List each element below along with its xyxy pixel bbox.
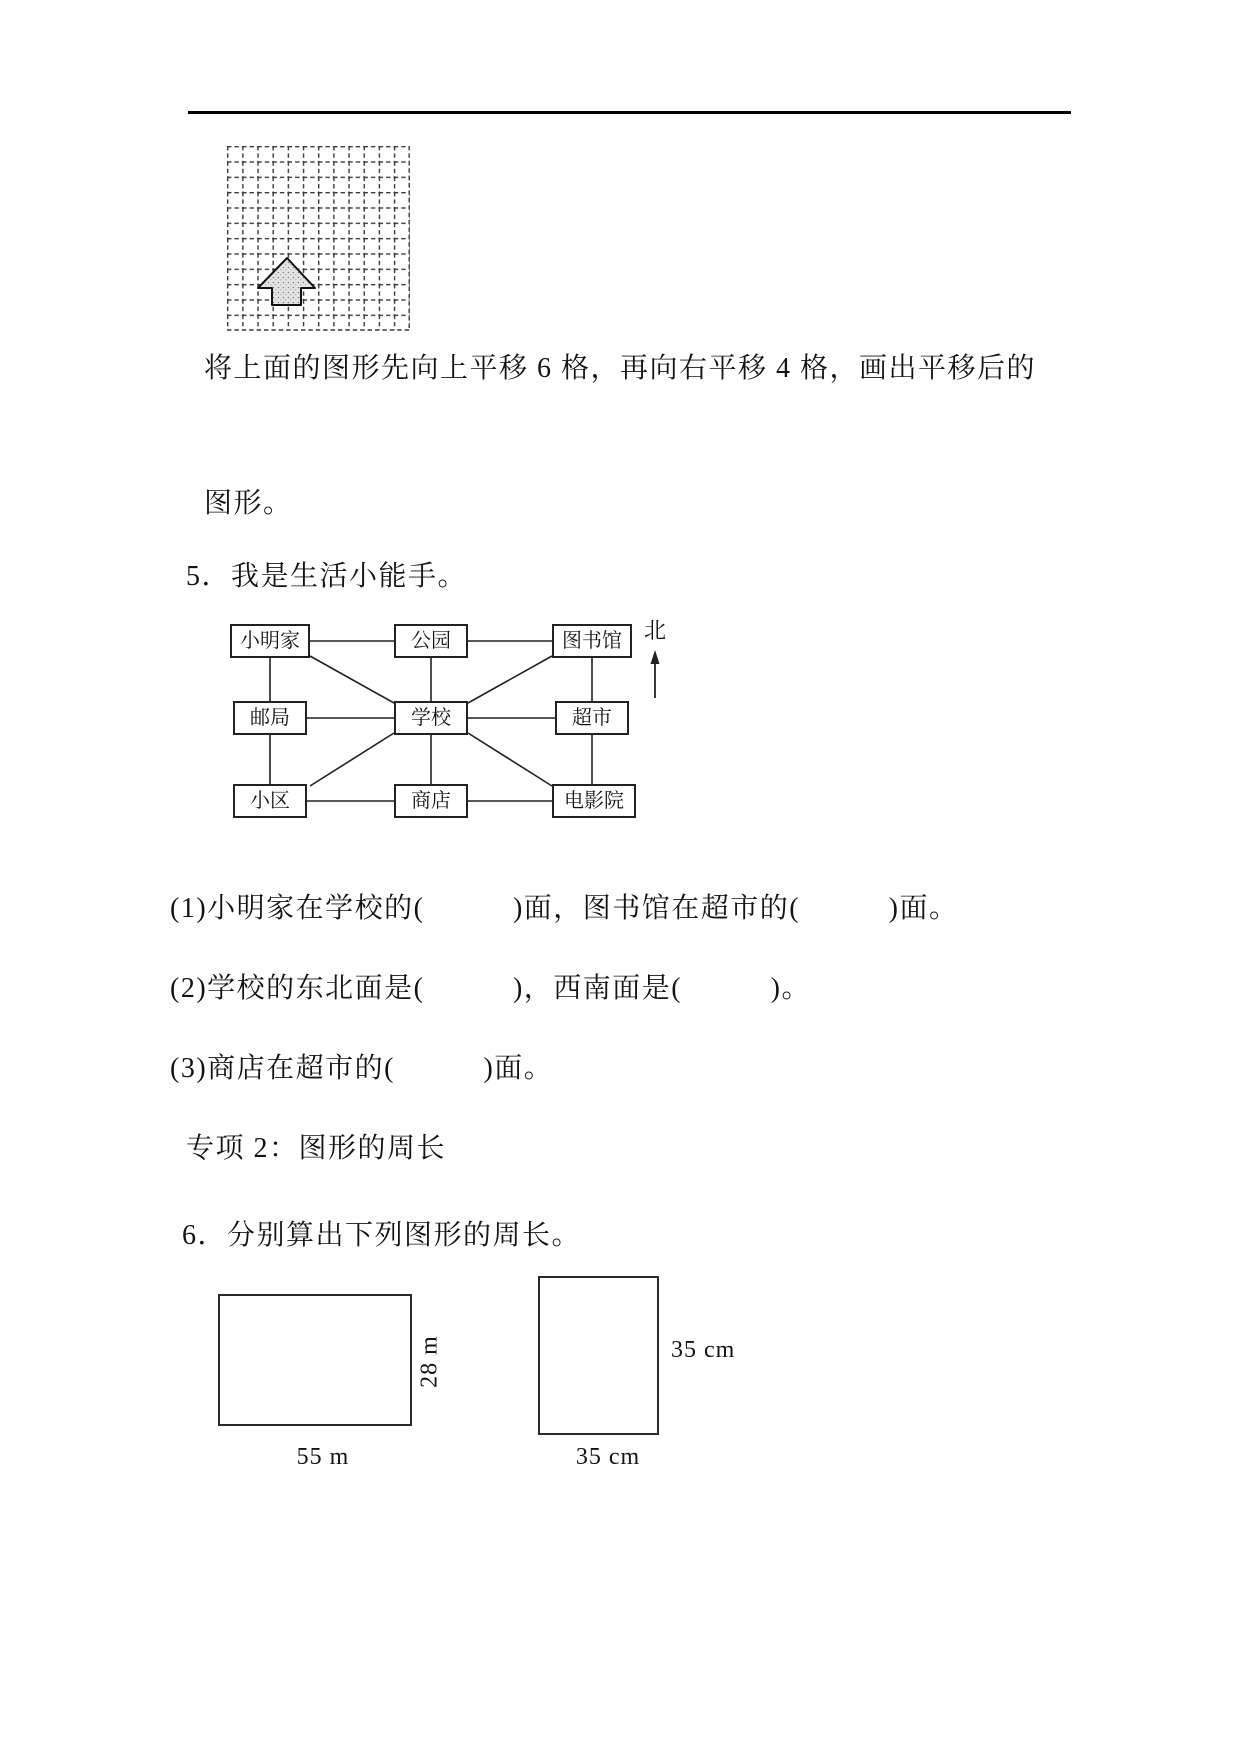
perimeter-square [538, 1276, 659, 1435]
north-label: 北 [644, 618, 667, 643]
square-side-label-right: 35 cm [671, 1337, 736, 1363]
map-place-xiaoqu: 小区 [233, 784, 307, 818]
question-6-title: 6．分别算出下列图形的周长。 [182, 1220, 582, 1251]
question-5-blank-2: (2)学校的东北面是( )，西南面是( )。 [170, 973, 811, 1004]
translation-instruction-line1: 将上面的图形先向上平移 6 格，再向右平移 4 格，画出平移后的 [204, 353, 1037, 384]
grid-cells [227, 146, 410, 330]
section-2-heading: 专项 2：图形的周长 [186, 1133, 447, 1164]
question-5-blank-3: (3)商店在超市的( )面。 [170, 1053, 554, 1084]
map-place-xuexiao: 学校 [394, 701, 468, 735]
rectangle-height-label: 28 m [416, 1335, 443, 1388]
question-5-blank-1: (1)小明家在学校的( )面，图书馆在超市的( )面。 [170, 893, 959, 924]
translation-instruction-line2: 图形。 [204, 488, 293, 519]
map-place-gongyuan: 公园 [394, 624, 468, 658]
question-5-title: 5．我是生活小能手。 [186, 561, 468, 592]
map-place-youju: 邮局 [233, 701, 307, 735]
map-place-shangdian: 商店 [394, 784, 468, 818]
map-place-tushuguan: 图书馆 [552, 624, 632, 658]
north-arrow-icon [651, 650, 660, 698]
map-place-chaoshi: 超市 [555, 701, 629, 735]
square-side-label-bottom: 35 cm [575, 1444, 641, 1470]
rectangle-width-label: 55 m [296, 1444, 350, 1470]
translation-grid [227, 146, 413, 334]
perimeter-rectangle [218, 1294, 412, 1426]
map-place-xiaomingjia: 小明家 [230, 624, 310, 658]
map-place-dianyingyuan: 电影院 [552, 784, 636, 818]
header-rule [188, 111, 1071, 114]
